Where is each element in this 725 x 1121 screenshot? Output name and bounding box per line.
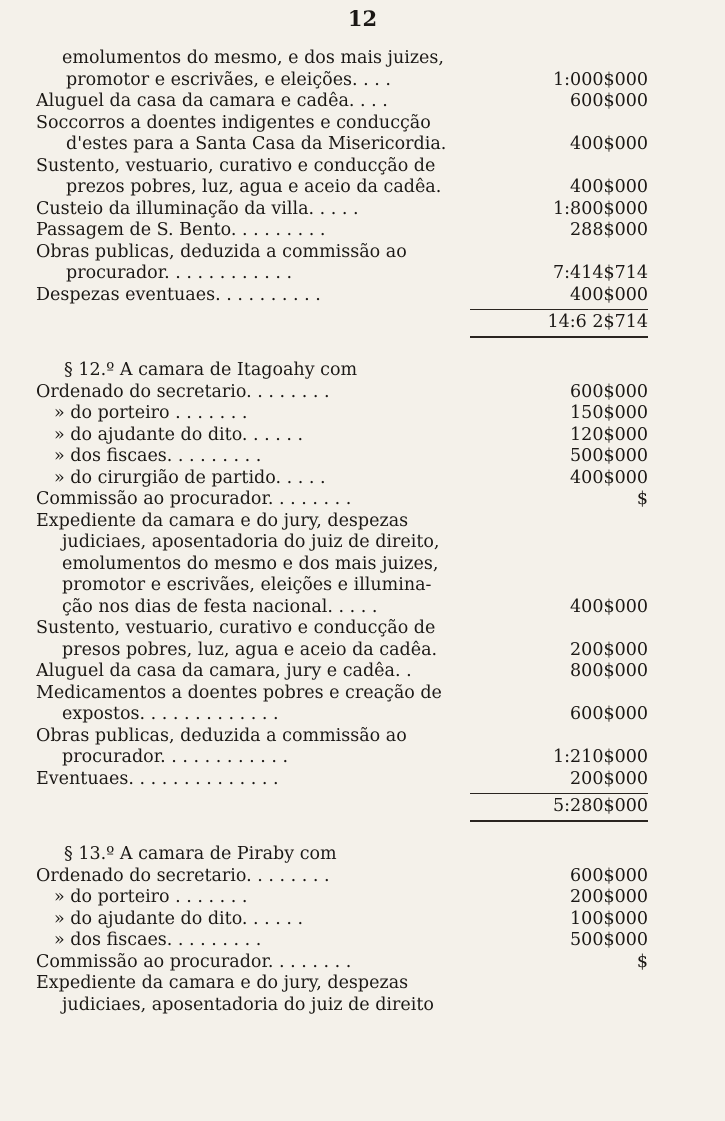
line-text: Sustento, vestuario, curativo e conducção de (36, 618, 436, 638)
ledger-line (36, 973, 648, 995)
line-amount: 600$000 (570, 704, 648, 724)
section13-lines (36, 866, 648, 1017)
ledger-line (36, 769, 648, 791)
ledger-line (36, 597, 648, 619)
ledger-line (36, 446, 648, 468)
ledger-line (36, 91, 648, 113)
line-text: Obras publicas, deduzida a commissão ao (36, 241, 407, 262)
ledger-line (36, 511, 648, 533)
line-text: procurador. . . . . . . . . . . . (62, 747, 289, 767)
section13-heading: § 13.º A camara de Piraby com (64, 844, 337, 864)
line-text: Medicamentos a doentes pobres e creação de (36, 682, 442, 703)
ledger-line (36, 48, 648, 70)
line-text: Ordenado do secretario. . . . . . . . (36, 381, 330, 402)
line-amount: 288$000 (570, 220, 648, 240)
ledger-line (36, 156, 648, 178)
ledger-line (36, 199, 648, 221)
line-text: presos pobres, luz, agua e aceio da cadêa. (62, 639, 438, 660)
line-amount: 7:414$714 (553, 263, 648, 283)
line-amount: 400$000 (570, 596, 648, 617)
line-amount: 600$000 (570, 91, 648, 111)
line-text: d'estes para a Santa Casa da Misericordia. (66, 134, 447, 154)
line-amount: 600$000 (570, 381, 648, 402)
section12-total: 5:280$000 (470, 793, 648, 822)
line-amount: 200$000 (570, 887, 648, 907)
ledger-line (36, 930, 648, 952)
block1-total-row (36, 306, 648, 338)
line-text: Soccorros a doentes indigentes e conducção (36, 112, 431, 133)
line-text: Commissão ao procurador. . . . . . . . (36, 489, 352, 509)
ledger-line (36, 70, 648, 92)
line-text: Expediente da camara e do jury, despezas (36, 973, 409, 993)
line-text: Expediente da camara e do jury, despezas (36, 510, 409, 531)
line-text: » do cirurgião de partido. . . . . (54, 467, 326, 488)
ledger-line (36, 640, 648, 662)
ledger-line (36, 887, 648, 909)
ledger-line (36, 683, 648, 705)
line-text: Custeio da illuminação da villa. . . . . (36, 198, 359, 219)
line-text: emolumentos do mesmo e dos mais juizes, (62, 553, 439, 574)
line-text: Commissão ao procurador. . . . . . . . (36, 951, 352, 972)
line-text: Despezas eventuaes. . . . . . . . . . (36, 284, 321, 305)
ledger-line (36, 113, 648, 135)
line-text: promotor e escrivães, eleições e illumina- (62, 575, 432, 595)
ledger-line (36, 747, 648, 769)
ledger-line (36, 575, 648, 597)
line-text: » dos fiscaes. . . . . . . . . (54, 446, 262, 466)
line-amount: $ (636, 489, 648, 509)
line-text: » do porteiro . . . . . . . (54, 403, 248, 423)
ledger-line (36, 726, 648, 748)
line-text: promotor e escrivães, e eleições. . . . (66, 69, 391, 90)
line-amount: 400$000 (570, 467, 648, 488)
ledger-line (36, 532, 648, 554)
line-amount: 100$000 (570, 908, 648, 929)
line-text: Passagem de S. Bento. . . . . . . . . (36, 220, 326, 240)
block1-lines (36, 48, 648, 306)
ledger-line (36, 618, 648, 640)
line-text: prezos pobres, luz, agua e aceio da cadêa. (66, 177, 442, 197)
ledger-line (36, 489, 648, 511)
ledger-line (36, 220, 648, 242)
ledger-line (36, 425, 648, 447)
line-amount: 120$000 (570, 424, 648, 445)
line-amount: 500$000 (570, 930, 648, 950)
line-amount: 200$000 (570, 639, 648, 660)
ledger-line (36, 285, 648, 307)
page-body (36, 48, 648, 1016)
ledger-line (36, 554, 648, 576)
block1-total: 14:6 2$714 (470, 309, 648, 338)
line-amount: 600$000 (570, 865, 648, 886)
line-text: » do ajudante do dito. . . . . . (54, 424, 304, 445)
line-amount: 800$000 (570, 661, 648, 681)
ledger-line (36, 403, 648, 425)
ledger-line (36, 134, 648, 156)
line-amount: 200$000 (570, 768, 648, 789)
line-amount: 500$000 (570, 446, 648, 466)
line-amount: 400$000 (570, 177, 648, 197)
line-text: Sustento, vestuario, curativo e conducção de (36, 155, 436, 176)
ledger-line (36, 995, 648, 1017)
line-text: Aluguel da casa da camara e cadêa. . . . (36, 91, 388, 111)
line-amount: 1:800$000 (553, 198, 648, 219)
line-text: ção nos dias de festa nacional. . . . . (62, 596, 378, 617)
ledger-line (36, 263, 648, 285)
section12-lines (36, 382, 648, 791)
line-text: » dos fiscaes. . . . . . . . . (54, 930, 262, 950)
ledger-line (36, 661, 648, 683)
ledger-line (36, 242, 648, 264)
ledger-line (36, 468, 648, 490)
line-text: procurador. . . . . . . . . . . . (66, 263, 293, 283)
section12-total-row (36, 790, 648, 822)
line-text: » do ajudante do dito. . . . . . (54, 908, 304, 929)
line-text: » do porteiro . . . . . . . (54, 887, 248, 907)
ledger-line (36, 909, 648, 931)
ledger-line (36, 704, 648, 726)
line-amount: 1:210$000 (553, 747, 648, 767)
ledger-line (36, 177, 648, 199)
line-text: Obras publicas, deduzida a commissão ao (36, 725, 407, 746)
page-number: 12 (347, 6, 378, 31)
line-text: Aluguel da casa da camara, jury e cadêa. . (36, 661, 412, 681)
line-text: judiciaes, aposentadoria do juiz de direito, (62, 532, 440, 552)
line-amount: 150$000 (570, 403, 648, 423)
line-text: emolumentos do mesmo, e dos mais juizes, (62, 48, 444, 68)
line-text: Eventuaes. . . . . . . . . . . . . . (36, 768, 279, 789)
ledger-line (36, 952, 648, 974)
line-amount: 400$000 (570, 284, 648, 305)
line-amount: 1:000$000 (553, 69, 648, 90)
line-text: judiciaes, aposentadoria do juiz de direito (62, 994, 434, 1015)
line-text: expostos. . . . . . . . . . . . . (62, 704, 279, 724)
ledger-line (36, 382, 648, 404)
section12-heading: § 12.º A camara de Itagoahy com (64, 360, 358, 380)
ledger-line (36, 866, 648, 888)
line-text: Ordenado do secretario. . . . . . . . (36, 865, 330, 886)
line-amount: 400$000 (570, 134, 648, 154)
line-amount: $ (636, 951, 648, 972)
